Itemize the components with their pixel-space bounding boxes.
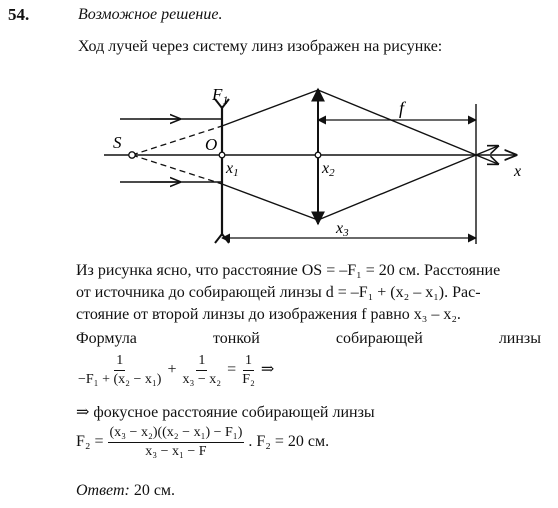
label-F1: $F_1$ — [212, 85, 229, 107]
frac-1: $\frac{1}{\text{−F₁ + (x₂ − x₁)}}$ — [78, 353, 162, 387]
label-x2: x2 — [322, 160, 335, 179]
ray-top-diverged — [222, 90, 318, 126]
solution-line-1: Из рисунка ясно, что расстояние OS = –F₁ = 20 см. Расстояние — [76, 262, 501, 279]
frac-3: $\frac{1}{\text{F₂}}$ — [242, 353, 255, 387]
ray-bottom-converged — [318, 155, 476, 220]
word-converging: собирающей — [335, 330, 423, 347]
ray-top-converged — [318, 90, 476, 155]
intro-text: Ход лучей через систему линз изображен на рисунке: — [78, 38, 443, 55]
word-formula: Формула — [76, 330, 137, 347]
thin-lens-equation: $\frac{1}{\text{−F₁ + (x₂ − x₁)}}$ + $\frac{1}{\text{x₃ − x₂}}$ = $\frac{1}{\text{F₂}}$ ⇒ — [78, 353, 275, 387]
virtual-ray-bottom — [132, 155, 222, 184]
label-x-axis: x — [514, 163, 522, 180]
focal-length-equation: F₂ = $\frac{\text{(x₃ − x₂)((x₂ − x₁) − F₁)}}{\text{x₃ − x₁ − F}}$ . F₂ = 20 см. — [76, 425, 330, 459]
label-f: f — [399, 98, 405, 118]
label-S: S — [113, 133, 122, 152]
point-x1 — [219, 152, 225, 158]
label-x1: x1 — [226, 160, 239, 179]
frac-F2: $\frac{\text{(x₃ − x₂)((x₂ − x₁) − F₁)}}{\text{x₃ − x₁ − F}}$ — [109, 425, 243, 459]
solution-line-5: ⇒ фокусное расстояние собирающей линзы — [76, 404, 375, 421]
frac-2: $\frac{1}{\text{x₃ − x₂}}$ — [182, 353, 222, 387]
answer — [76, 482, 175, 500]
solution-line-3: стояние от второй линзы до изображения f равно x₃ – x₂. — [76, 306, 461, 323]
ray-top-exit — [476, 155, 498, 164]
label-O: O — [205, 135, 218, 154]
problem-heading: Возможное решение. — [78, 6, 223, 23]
answer-label: Ответ: — [76, 482, 130, 499]
source-point-S — [129, 152, 135, 158]
answer-value: 20 см. — [133, 482, 176, 499]
problem-number: 54. — [8, 5, 30, 24]
implies-arrow: ⇒ — [260, 361, 275, 379]
word-lens: линзы — [498, 330, 541, 347]
word-thin: тонкой — [212, 330, 260, 347]
label-x3: x3 — [336, 220, 349, 239]
ray-bottom-exit — [476, 146, 498, 155]
point-x2 — [315, 152, 321, 158]
solution-line-2: от источника до собирающей линзы d = –F₁ + (x₂ – x₁). Рас- — [76, 284, 481, 301]
ray-bottom-diverged — [222, 184, 318, 220]
solution-line-4 — [76, 330, 541, 348]
